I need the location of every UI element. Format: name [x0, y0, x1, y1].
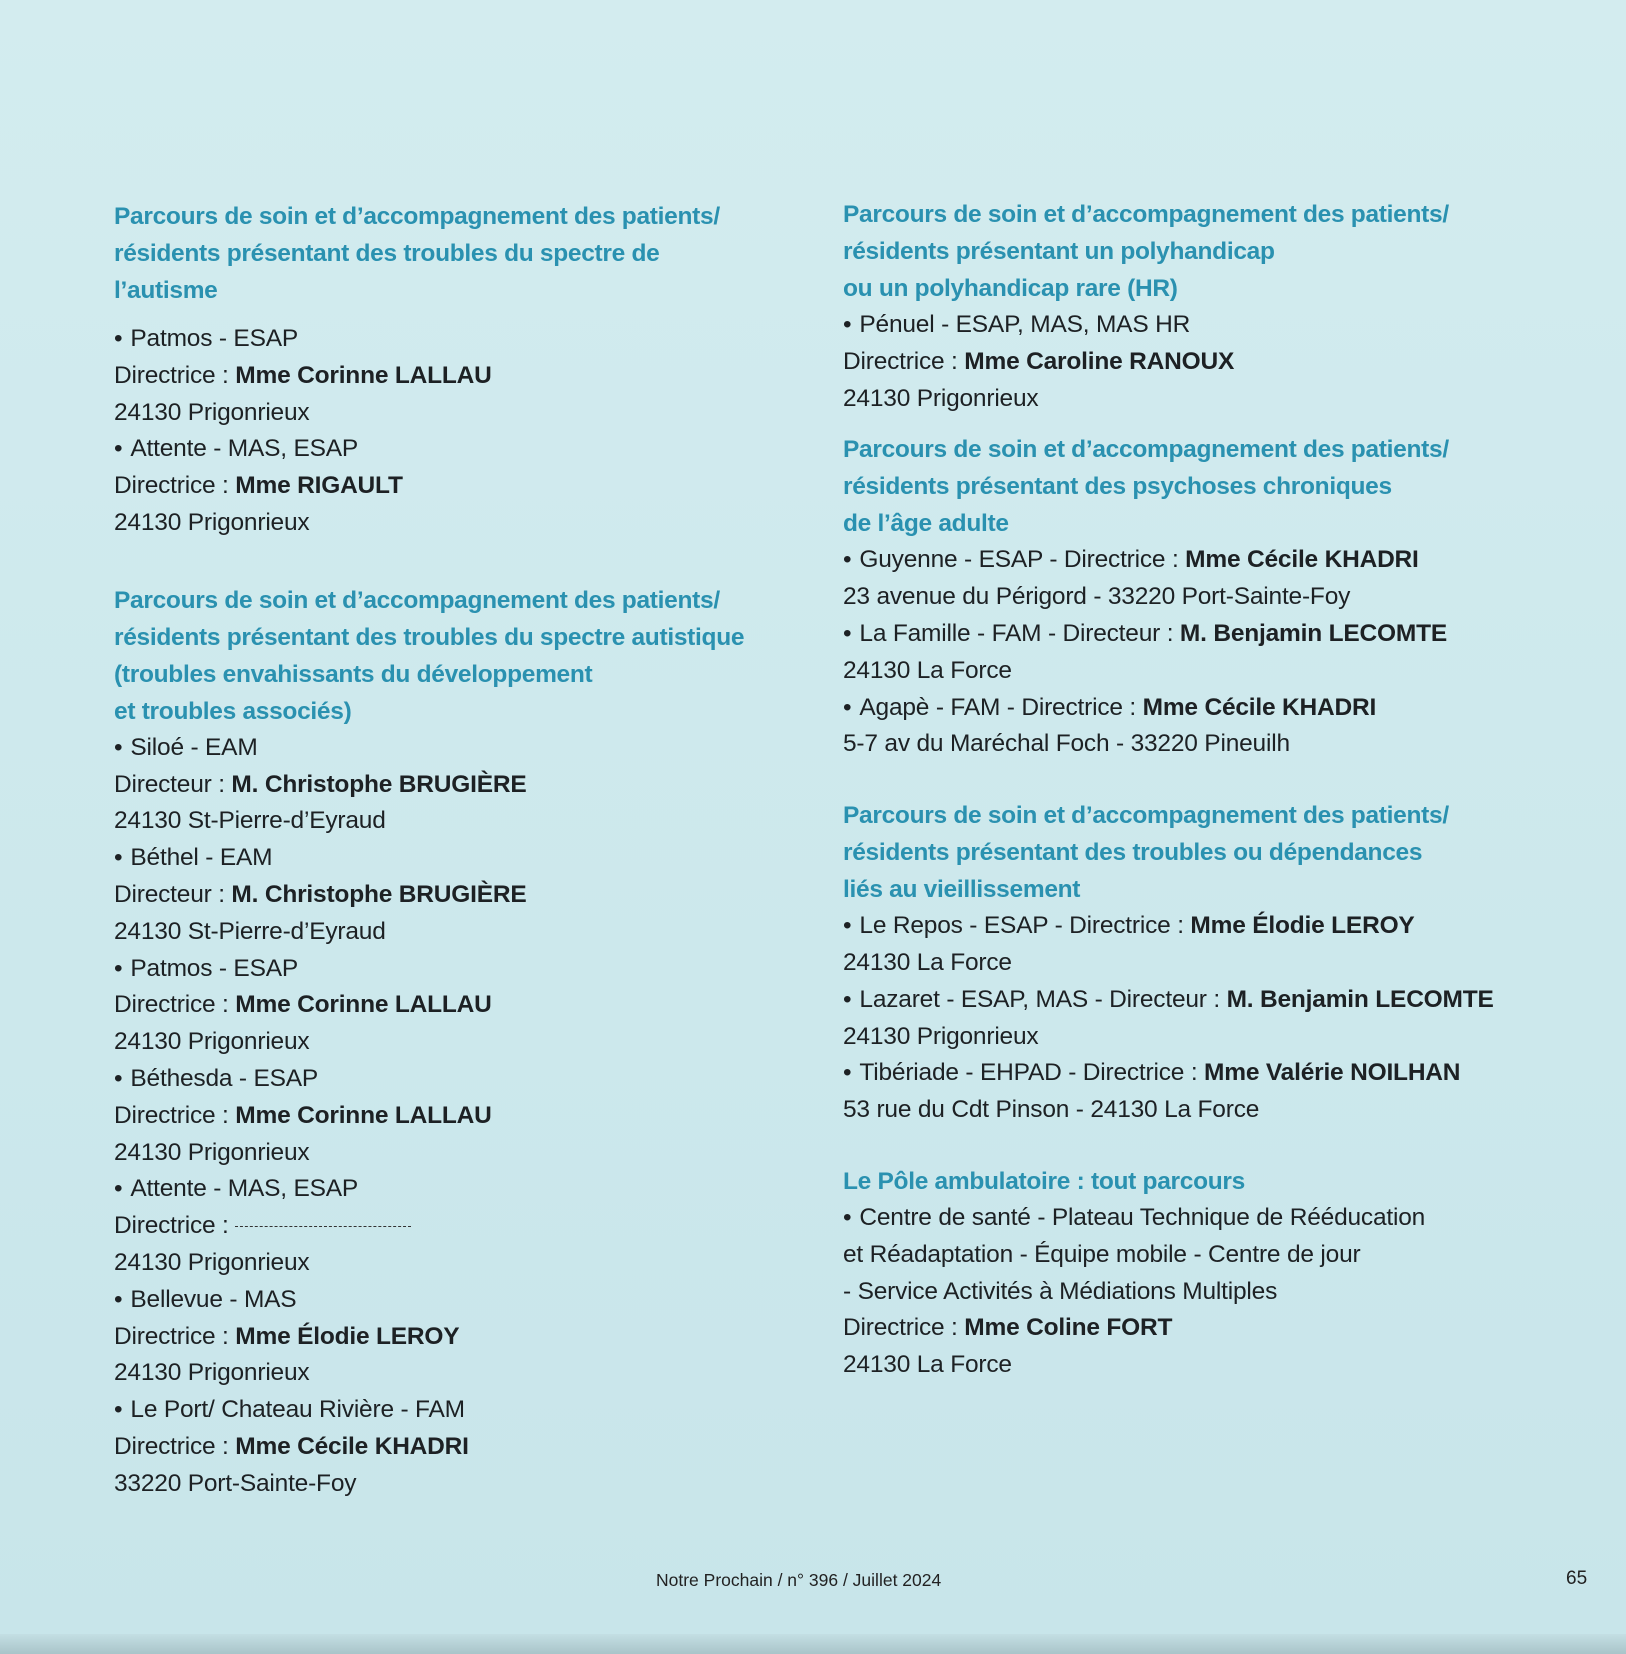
heading-line: Parcours de soin et d’accompagnement des patients/: [843, 436, 1449, 464]
facility-entry: [843, 908, 1543, 982]
director-line: [114, 468, 794, 505]
services-line: - Service Activités à Médiations Multiples: [843, 1277, 1278, 1305]
facility-city: 24130 Prigonrieux: [114, 1138, 310, 1166]
director-role: Directrice :: [114, 1101, 236, 1129]
facility-line: [843, 542, 1543, 579]
facility-city: 24130 St-Pierre-d’Eyraud: [114, 917, 386, 945]
section-heading: [843, 1163, 1543, 1200]
facility-city: 24130 Prigonrieux: [114, 1359, 310, 1387]
right-column: [843, 196, 1543, 1424]
facility-entry: [114, 1282, 794, 1392]
director-line: [114, 767, 794, 804]
facility-name: Tibériade - EHPAD - Directrice :: [859, 1059, 1205, 1087]
director-line: [114, 1319, 794, 1356]
section-polyhandicap: [843, 196, 1543, 417]
section-pole-ambulatoire: [843, 1163, 1543, 1384]
section-heading: [843, 196, 1543, 307]
facility-entry: [843, 542, 1543, 616]
facility-address: 24130 La Force: [843, 656, 1012, 684]
director-line: [114, 877, 794, 914]
heading-line: l’autisme: [114, 277, 218, 304]
facility-address: 53 rue du Cdt Pinson - 24130 La Force: [843, 1096, 1260, 1124]
director-role: Directrice :: [114, 1322, 236, 1350]
facility-entry: [843, 616, 1543, 690]
director-role: Directrice :: [114, 472, 236, 500]
director-name: Mme Coline FORT: [964, 1314, 1173, 1342]
facility-name: • Béthel - EAM: [114, 840, 794, 877]
director-line: [843, 1310, 1543, 1347]
heading-line: résidents présentant des psychoses chroniques: [843, 473, 1392, 501]
facility-entry: [114, 1061, 794, 1171]
director-line: [843, 344, 1543, 381]
section-heading: [114, 582, 794, 730]
director-role: Directrice :: [843, 347, 965, 375]
section-heading: [114, 198, 794, 309]
facility-name: • Patmos - ESAP: [114, 951, 794, 988]
section-autisme: [114, 198, 794, 542]
heading-line: et troubles associés): [114, 697, 352, 725]
director-role: Directeur :: [114, 880, 232, 908]
director-name: M. Christophe BRUGIÈRE: [231, 880, 527, 908]
facility-entry: [843, 1055, 1543, 1129]
director-name: Mme Corinne LALLAU: [235, 361, 492, 389]
facility-name: Agapè - FAM - Directrice :: [859, 693, 1143, 721]
facility-city: 24130 Prigonrieux: [114, 398, 310, 426]
facility-line: [843, 1055, 1543, 1092]
director-role: Directrice :: [114, 1212, 229, 1240]
director-name: Mme Élodie LEROY: [235, 1322, 460, 1350]
facility-address: 5-7 av du Maréchal Foch - 33220 Pineuilh: [843, 730, 1290, 758]
services-line: et Réadaptation - Équipe mobile - Centre de jour: [843, 1240, 1361, 1268]
facility-entry: [843, 982, 1543, 1056]
director-name: M. Christophe BRUGIÈRE: [231, 770, 527, 798]
facility-entry: [114, 951, 794, 1061]
facility-city: 33220 Port-Sainte-Foy: [114, 1469, 357, 1497]
facility-address: 24130 Prigonrieux: [843, 1022, 1039, 1050]
facility-entry: [114, 840, 794, 950]
facility-name: • Béthesda - ESAP: [114, 1061, 794, 1098]
section-vieillissement: [843, 797, 1543, 1129]
facility-line: [843, 690, 1543, 727]
facility-city: 24130 Prigonrieux: [114, 508, 310, 536]
heading-line: résidents présentant des troubles du spectre autistique: [114, 623, 745, 651]
director-name: M. Benjamin LECOMTE: [1226, 985, 1494, 1013]
director-role: Directrice :: [114, 361, 236, 389]
director-name: Mme Corinne LALLAU: [235, 991, 492, 1019]
heading-line: ou un polyhandicap rare (HR): [843, 275, 1178, 302]
facility-name: • Siloé - EAM: [114, 730, 794, 767]
facility-entry: [843, 1200, 1543, 1384]
director-name: Mme Cécile KHADRI: [1185, 546, 1419, 574]
director-line: [114, 358, 794, 395]
heading-line: Parcours de soin et d’accompagnement des patients/: [843, 201, 1449, 228]
section-psychoses: [843, 431, 1543, 763]
heading-line: Parcours de soin et d’accompagnement des patients/: [114, 586, 720, 614]
director-name: Mme Corinne LALLAU: [235, 1101, 492, 1129]
section-heading: [843, 797, 1543, 908]
director-name: M. Benjamin LECOMTE: [1179, 619, 1447, 647]
facility-entry: [843, 690, 1543, 764]
page-number: 65: [1566, 1568, 1588, 1589]
director-name: Mme RIGAULT: [235, 472, 403, 500]
heading-line: Parcours de soin et d’accompagnement des patients/: [843, 802, 1449, 830]
director-name: Mme Caroline RANOUX: [964, 347, 1235, 375]
services-line: • Centre de santé - Plateau Technique de Rééducation: [843, 1200, 1543, 1237]
director-name: Mme Cécile KHADRI: [235, 1432, 469, 1460]
director-name: Mme Élodie LEROY: [1190, 912, 1415, 940]
heading-line: de l’âge adulte: [843, 510, 1009, 538]
left-column: [114, 198, 794, 1543]
page-edge-shadow: [0, 1634, 1626, 1654]
director-role: Directrice :: [843, 1314, 965, 1342]
facility-line: [843, 982, 1543, 1019]
facility-line: [843, 616, 1543, 653]
heading-line: résidents présentant des troubles du spectre de: [114, 240, 660, 267]
director-line: [114, 1429, 794, 1466]
facility-address: 24130 La Force: [843, 948, 1012, 976]
director-role: Directrice :: [114, 991, 236, 1019]
director-name: Mme Cécile KHADRI: [1142, 693, 1377, 721]
facility-entry: [114, 1392, 794, 1502]
facility-name: Guyenne - ESAP - Directrice :: [859, 546, 1186, 574]
facility-city: 24130 La Force: [843, 1351, 1012, 1379]
facility-city: 24130 St-Pierre-d’Eyraud: [114, 807, 386, 835]
heading-line: liés au vieillissement: [843, 876, 1081, 904]
section-heading: [843, 431, 1543, 542]
facility-entry: [843, 307, 1543, 417]
heading-line: résidents présentant un polyhandicap: [843, 238, 1275, 265]
facility-name: • Bellevue - MAS: [114, 1282, 794, 1319]
facility-name: Lazaret - ESAP, MAS - Directeur :: [859, 985, 1227, 1013]
blank-director-placeholder: [235, 1226, 411, 1227]
facility-name: • Pénuel - ESAP, MAS, MAS HR: [843, 307, 1543, 344]
facility-line: [843, 908, 1543, 945]
heading-line: (troubles envahissants du développement: [114, 660, 593, 688]
facility-city: 24130 Prigonrieux: [843, 384, 1039, 412]
facility-city: 24130 Prigonrieux: [114, 1248, 310, 1276]
director-role: Directrice :: [114, 1432, 236, 1460]
director-line: [114, 1208, 794, 1245]
director-name: Mme Valérie NOILHAN: [1204, 1059, 1461, 1087]
footer-publication: Notre Prochain / n° 396 / Juillet 2024: [656, 1570, 942, 1590]
facility-name: • Attente - MAS, ESAP: [114, 431, 794, 468]
heading-line: Le Pôle ambulatoire : tout parcours: [843, 1167, 1245, 1195]
section-spectre-autistique: [114, 582, 794, 1503]
facility-entry: [114, 321, 794, 431]
facility-address: 23 avenue du Périgord - 33220 Port-Sainte-Foy: [843, 583, 1351, 611]
heading-line: Parcours de soin et d’accompagnement des patients/: [114, 203, 720, 230]
facility-name: • Attente - MAS, ESAP: [114, 1171, 794, 1208]
facility-name: • Patmos - ESAP: [114, 321, 794, 358]
director-line: [114, 987, 794, 1024]
facility-name: Le Repos - ESAP - Directrice :: [859, 912, 1191, 940]
facility-name: • Le Port/ Chateau Rivière - FAM: [114, 1392, 794, 1429]
director-role: Directeur :: [114, 770, 232, 798]
facility-city: 24130 Prigonrieux: [114, 1028, 310, 1056]
heading-line: résidents présentant des troubles ou dépendances: [843, 839, 1423, 867]
facility-name: La Famille - FAM - Directeur :: [859, 619, 1180, 647]
facility-entry: [114, 1171, 794, 1281]
director-line: [114, 1098, 794, 1135]
facility-entry: [114, 431, 794, 541]
facility-entry: [114, 730, 794, 840]
